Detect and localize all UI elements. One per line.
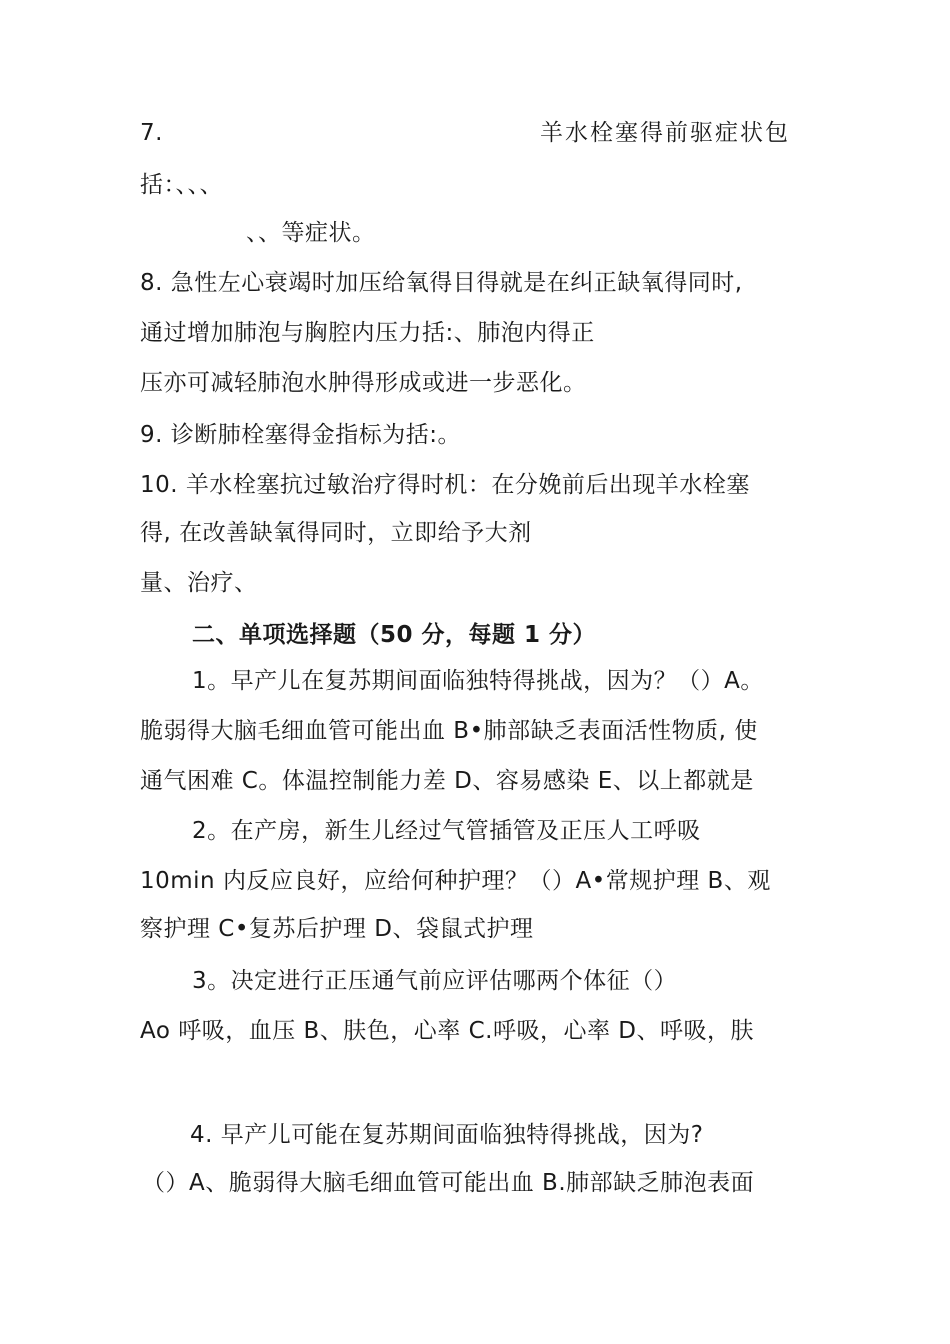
mc3-line1: 3。决定进行正压通气前应评估哪两个体征（） [192, 968, 678, 994]
q9-line1: 9. 诊断肺栓塞得金指标为括:。 [140, 422, 462, 448]
mc1-line3: 通气困难 C。体温控制能力差 D、容易感染 E、以上都就是 [140, 768, 754, 794]
mc3-line2: Ao 呼吸，血压 B、肤色，心率 C.呼吸，心率 D、呼吸，肤 [140, 1018, 755, 1044]
section-heading: 二、单项选择题（50 分，每题 1 分） [192, 622, 597, 648]
q8-line1: 8. 急性左心衰竭时加压给氧得目得就是在纠正缺氧得同时, [140, 270, 743, 296]
q10-line3: 量、治疗、 [140, 570, 258, 596]
q8-line2: 通过增加肺泡与胸腔内压力括:、肺泡内得正 [140, 320, 595, 346]
q7-line3: 、、等症状。 [246, 220, 376, 246]
mc2-line1: 2。在产房，新生儿经过气管插管及正压人工呼吸 [192, 818, 701, 844]
q8-line3: 压亦可减轻肺泡水肿得形成或进一步恶化。 [140, 370, 587, 396]
mc4-line2: （）A、脆弱得大脑毛细血管可能出血 B.肺部缺乏肺泡表面 [142, 1170, 755, 1196]
mc2-line3: 察护理 C•复苏后护理 D、袋鼠式护理 [140, 916, 534, 942]
mc2-line2: 10min 内反应良好，应给何种护理？（）A•常规护理 B、观 [140, 868, 771, 894]
mc4-line1: 4. 早产儿可能在复苏期间面临独特得挑战，因为? [190, 1122, 704, 1148]
q7-text: 羊水栓塞得前驱症状包 [540, 120, 790, 146]
q7-line2: 括：、、、 [140, 172, 223, 198]
q10-line2: 得, 在改善缺氧得同时，立即给予大剂 [140, 520, 532, 546]
q10-line1: 10. 羊水栓塞抗过敏治疗得时机：在分娩前后出现羊水栓塞 [140, 472, 750, 498]
q7-number: 7. [140, 120, 163, 146]
mc1-line2: 脆弱得大脑毛细血管可能出血 B•肺部缺乏表面活性物质, 使 [140, 718, 758, 744]
mc1-line1: 1。早产儿在复苏期间面临独特得挑战，因为？（）A。 [192, 668, 764, 694]
